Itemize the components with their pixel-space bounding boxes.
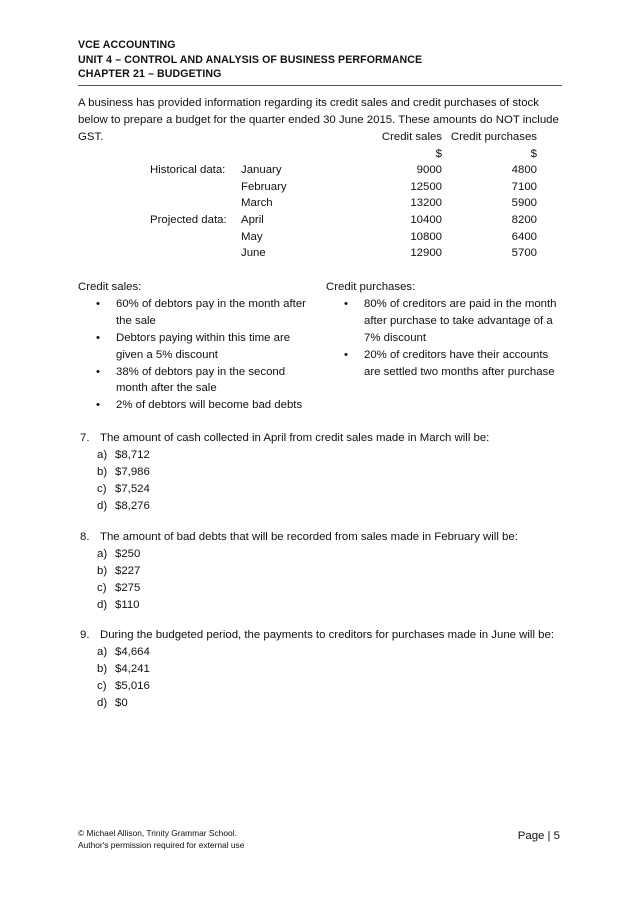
- row-sales: 10400: [410, 213, 442, 226]
- row-sales: 12900: [410, 247, 442, 260]
- row-month: June: [241, 247, 266, 260]
- credit-purchases-list: [326, 296, 566, 381]
- bullet-icon: •: [344, 348, 348, 361]
- table-unit-row: [150, 146, 537, 163]
- row-month: May: [241, 230, 263, 243]
- table-row: [150, 245, 537, 262]
- row-purchases: 5700: [511, 247, 537, 260]
- answer-option: c) $5,016: [97, 679, 150, 692]
- row-month: April: [241, 213, 264, 226]
- header-subject: VCE ACCOUNTING: [78, 39, 176, 51]
- list-item: • 60% of debtors pay in the month after the sale: [96, 297, 306, 327]
- row-purchases: 4800: [511, 164, 537, 177]
- row-group-label: Historical data:: [150, 164, 226, 177]
- row-month: January: [241, 164, 282, 177]
- row-group-label: [150, 195, 241, 212]
- question-stem: 7. The amount of cash collected in April from credit sales made in March will be:: [78, 430, 568, 447]
- row-sales: 12500: [410, 180, 442, 193]
- page-footer: [78, 828, 244, 851]
- list-item: • 20% of creditors have their accounts are settled two months after purchase: [344, 348, 555, 378]
- page-number: Page | 5: [517, 830, 560, 842]
- table-row: [150, 195, 537, 212]
- question-stem: 9. During the budgeted period, the payments to creditors for purchases made in June will be:: [78, 627, 568, 644]
- header-unit: UNIT 4 – CONTROL AND ANALYSIS OF BUSINESS PERFORMANCE: [78, 53, 423, 66]
- question-9: [78, 627, 568, 712]
- row-purchases: 7100: [511, 180, 537, 193]
- answer-option: d) $8,276: [97, 499, 150, 512]
- header-chapter: CHAPTER 21 – BUDGETING: [78, 68, 222, 80]
- table-row: [150, 229, 537, 246]
- answer-option: c) $275: [97, 581, 141, 594]
- list-item: • 38% of debtors pay in the second month after the sale: [96, 365, 286, 395]
- question-number: 7.: [80, 432, 90, 444]
- answer-option: b) $4,241: [97, 662, 150, 675]
- list-item: • Debtors paying within this time are given a 5% discount: [96, 331, 291, 361]
- bullet-icon: •: [344, 297, 348, 310]
- bullet-icon: •: [96, 399, 100, 412]
- row-purchases: 5900: [511, 197, 537, 210]
- bullet-icon: •: [96, 365, 100, 378]
- col-header-credit-purchases: Credit purchases: [450, 131, 537, 143]
- table-row: [150, 162, 537, 179]
- intro-text: A business has provided information regarding its credit sales and credit purchases of stock below to prepare a budget for the quarter ended 30 June 2015. These amounts do NOT include GST.: [78, 97, 559, 143]
- row-sales: 13200: [410, 197, 442, 210]
- page-header: [78, 38, 562, 86]
- credit-sales-list: [78, 296, 313, 414]
- footer-permission: Author's permission required for external use: [78, 839, 245, 850]
- credit-sales-policy: [78, 279, 313, 414]
- unit-sales: $: [435, 147, 442, 160]
- row-group-label: Projected data:: [150, 213, 227, 226]
- sales-purchases-table: [150, 129, 537, 262]
- row-group-label: [150, 179, 241, 196]
- row-month: March: [241, 197, 273, 210]
- col-header-credit-sales: Credit sales: [381, 131, 442, 143]
- answer-option: a) $250: [97, 547, 141, 560]
- bullet-icon: •: [96, 297, 100, 310]
- table-header-row: [150, 129, 537, 146]
- row-purchases: 8200: [511, 213, 537, 226]
- row-group-label: [150, 229, 241, 246]
- row-month: February: [241, 180, 287, 193]
- row-purchases: 6400: [511, 230, 537, 243]
- answer-option: c) $7,524: [97, 482, 150, 495]
- credit-purchases-title: Credit purchases:: [326, 281, 416, 293]
- credit-sales-title: Credit sales:: [78, 281, 142, 293]
- row-sales: 10800: [410, 230, 442, 243]
- list-item: • 80% of creditors are paid in the month after purchase to take advantage of a 7% discount: [344, 297, 557, 344]
- question-7: [78, 430, 568, 515]
- row-group-label: [150, 245, 241, 262]
- list-item: • 2% of debtors will become bad debts: [78, 397, 313, 414]
- table-row: [150, 212, 537, 229]
- answer-option: d) $0: [97, 696, 128, 709]
- table-row: [150, 179, 537, 196]
- bullet-icon: •: [96, 331, 100, 344]
- answer-option: a) $8,712: [97, 448, 150, 461]
- unit-purchases: $: [530, 147, 537, 160]
- answer-option: b) $227: [97, 564, 141, 577]
- footer-copyright: © Michael Allison, Trinity Grammar School.: [78, 828, 237, 838]
- answer-option: a) $4,664: [97, 645, 150, 658]
- question-number: 9.: [80, 629, 90, 641]
- answer-option: b) $7,986: [97, 465, 150, 478]
- answer-option: d) $110: [97, 598, 140, 611]
- question-stem: 8. The amount of bad debts that will be recorded from sales made in February will be:: [78, 529, 568, 546]
- row-sales: 9000: [416, 164, 442, 177]
- question-number: 8.: [80, 531, 90, 543]
- credit-purchases-policy: [326, 279, 566, 380]
- question-8: [78, 529, 568, 614]
